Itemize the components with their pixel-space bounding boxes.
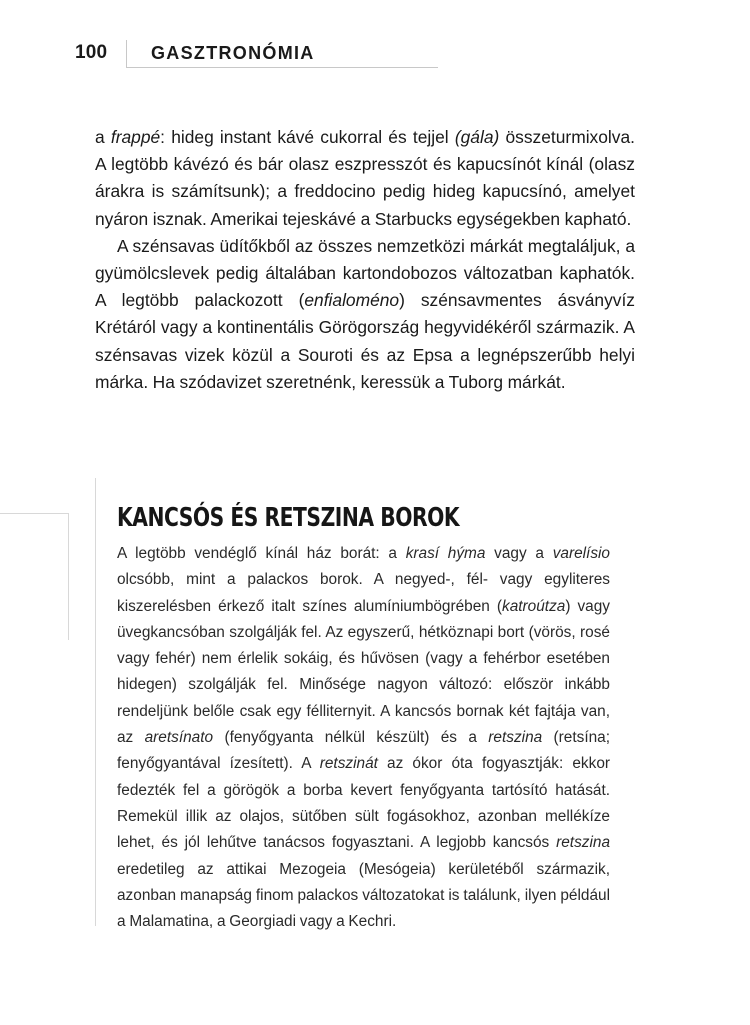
italic-term: katroútza <box>502 597 566 615</box>
italic-term: retszina <box>488 729 543 747</box>
header-divider-horizontal <box>126 67 438 68</box>
paragraph-soft-drinks: A szénsavas üdítőkből az összes nemzetközi márkát megtaláljuk, a gyümölcslevek pedig általában kartondobozos változatban kaphatók. A legtöbb palackozott (enfialoméno) szénsavmentes ásványvíz Krétáról vagy a kontinentális Görögország hegyvidékéről származik. A szénsavas vizek közül a Souroti és az Epsa a legnépszerűbb helyi márka. Ha szódavizet szeretnénk, keressük a Tuborg márkát. <box>95 235 635 392</box>
margin-tab-side-border <box>68 513 69 640</box>
header-divider-vertical <box>126 40 127 68</box>
italic-term: retszina <box>556 834 610 852</box>
page-number: 100 <box>75 42 108 63</box>
box-paragraph: A legtöbb vendéglő kínál ház borát: a krasí hýma vagy a varelísio olcsóbb, mint a palackos borok. A negyed-, fél- vagy egyliteres kiszerelésben érkező italt színes alumíniumbögrében (katroútza) vagy üvegkancsóban szolgálják fel. Az egyszerű, hétköznapi bort (vörös, rosé vagy fehér) nem érlelik sokáig, és hűvösen (vagy a fehérbor esetében hidegen) szolgálják fel. Minősége nagyon változó: először inkább rendeljünk belőle csak egy félliternyit. A kancsós bornak két fajtája van, az aretsínato (fenyőgyanta nélkül készült) és a retszina (retsína; fenyőgyantával ízesített). A retszinát az ókor óta fogyasztják: ekkor fedezték fel a görögök a borba kevert fenyőgyanta tartósító hatását. Remekül illik az olajos, sütőben sült fogásokhoz, azonban mellékíze lehet, és jól lehűtve tanácsos fogyasztani. A legjobb kancsós retszina eredetileg az attikai Mezogeia (Mesógeia) kerületéből származik, azonban manapság finom palackos változatokat is találunk, ilyen például a Malamatina, a Georgiadi vagy a Kechri. <box>117 545 611 931</box>
box-heading: KANCSÓS ÉS RETSZINA BOROK <box>117 503 460 533</box>
main-text <box>95 124 635 396</box>
margin-tab-top-border <box>0 513 68 514</box>
paragraph-coffee: a frappé: hideg instant kávé cukorral és tejjel (gála) összeturmixolva. A legtöbb kávézó és bár olasz eszpresszót és kapucsínót kínál (olasz árakra is számítsunk); a freddocino pedig hideg kapucsínó, amelyet nyáron isznak. Amerikai tejeskávé a Starbucks egységekben kapható. <box>95 127 635 229</box>
italic-term: varelísio <box>552 545 610 562</box>
italic-term: krasí hýma <box>405 545 486 562</box>
italic-term: retszinát <box>319 755 378 773</box>
italic-term: frappé <box>110 127 161 147</box>
italic-term: aretsínato <box>144 729 214 747</box>
italic-term: (gála) <box>454 127 500 147</box>
page-header <box>0 0 750 80</box>
box-body-text <box>117 541 610 935</box>
italic-term: enfialoméno <box>304 290 400 311</box>
section-title: GASZTRONÓMIA <box>151 43 315 63</box>
sidebar-box-border <box>95 478 96 926</box>
